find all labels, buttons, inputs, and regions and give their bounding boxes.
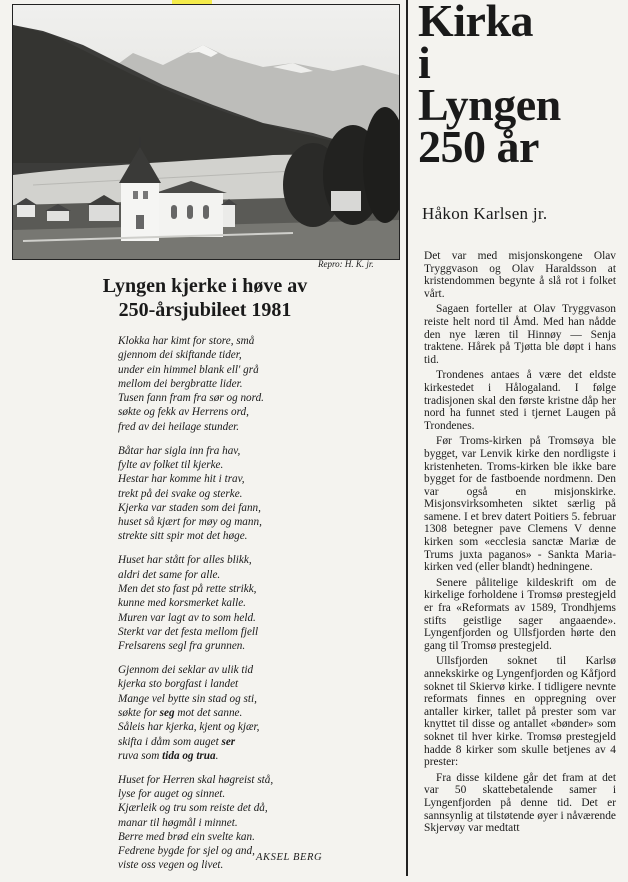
- poem-stanza: [118, 663, 398, 763]
- poem-line: [118, 735, 398, 749]
- poem-body: [118, 334, 398, 882]
- poem-line: Frelsarens segl fra grunnen.: [118, 640, 246, 653]
- poem-emphasis: tida og trua: [162, 749, 216, 762]
- church-photo: [12, 4, 400, 260]
- poem-line: strekte sitt spir mot det høge.: [118, 530, 248, 543]
- poem-line: under ein himmel blank ell' grå: [118, 363, 259, 376]
- poem-line: Huset har stått for alles blikk,: [118, 554, 252, 567]
- poem-line: Hestar har komme hit i trav,: [118, 473, 245, 486]
- article-paragraph: Før Troms-kirken på Tromsøya ble bygget, var Lenvik kirke den nordligste i kristenheten. Troms-kirken ble ikke bare bygget for de fastboende nordmenn. Den var også en misjonskirke. Misjonsvirksomheten siktet særlig på samene. I et brev datert Poitiers 5. februar 1308 betegner pave Clemens V denne kirken som «ecclesia sanctæ Mariæ de Trums juxta paganos» - Sankta Maria-kirken ved (eller blandt) hedningene.: [424, 435, 616, 574]
- poem-line: lyse for auget og sinnet.: [118, 787, 226, 800]
- headline-line-3: Lyngen: [418, 79, 561, 130]
- poem-line: Huset for Herren skal høgreist stå,: [118, 773, 274, 786]
- poem-line: trekt på dei svake og sterke.: [118, 487, 243, 500]
- church-landscape-image: [13, 5, 399, 259]
- poem-line: Sterkt var det festa mellom fjell: [118, 625, 259, 638]
- poem-line: søkte og fekk av Herrens ord,: [118, 406, 249, 419]
- poem-line: Såleis har kjerka, kjent og kjær,: [118, 721, 260, 734]
- article-byline: Håkon Karlsen jr.: [422, 204, 548, 223]
- poem-line: Tusen fann fram fra sør og nord.: [118, 392, 264, 405]
- poem-line: Kjerka var staden som dei fann,: [118, 501, 261, 514]
- poem-title: [20, 274, 390, 322]
- poem-line: huset så kjært for møy og mann,: [118, 516, 262, 529]
- poem-text: ruva som: [118, 749, 163, 762]
- poem-stanza: [118, 444, 398, 544]
- poem-line: Muren var lagt av to som held.: [118, 611, 256, 624]
- poem-title-line-2: 250-årsjubileet 1981: [118, 299, 292, 321]
- headline-line-2: i: [418, 37, 431, 88]
- article-paragraph: Det var med misjonskongene Olav Tryggvason og Olav Haraldsson at kristendommen begynte å slå rot i folket vårt.: [424, 250, 616, 300]
- poem-line: kjerka sto borgfast i landet: [118, 678, 239, 691]
- poem-line: kunne med korsmerket kalle.: [118, 597, 246, 610]
- poem-line: mellom dei bergbratte lider.: [118, 377, 243, 390]
- poem-stanza: [118, 553, 398, 653]
- poem-line: fylte av folket til kjerke.: [118, 458, 224, 471]
- article-paragraph: Senere pålitelige kildeskrift om de kirkelige forholdene i Tromsø prestegjeld er fra «Reformats av 1589, Trondhjems stifts geistlige sager angaaende». Lyngenfjorden og Ullsfjorden hørte den gang til Tromsø prestegjeld.: [424, 576, 616, 652]
- poem-line: fred av dei heilage stunder.: [118, 420, 240, 433]
- poem-line: Båtar har sigla inn fra hav,: [118, 444, 241, 457]
- photo-credit: Repro: H. K. jr.: [318, 259, 374, 269]
- article-paragraph: Sagaen forteller at Olav Tryggvason reiste helt nord til Åmd. Med han nådde den nye læren til Hinnøy — Senja traktene. Hårek på Tjøtta ble døpt i hans tid.: [424, 303, 616, 366]
- headline-line-4: 250 år: [418, 121, 539, 172]
- poem-author: AKSEL BERG: [256, 852, 323, 863]
- poem-line: Mange vel bytte sin stad og sti,: [118, 692, 257, 705]
- poem-text: skifta i dåm som auget: [118, 735, 222, 748]
- poem-text: .: [215, 749, 219, 762]
- poem-line: Klokka har kimt for store, små: [118, 335, 255, 347]
- poem-line: viste oss vegen og livet.: [118, 859, 224, 872]
- poem-title-line-1: Lyngen kjerke i høve av: [102, 275, 308, 297]
- column-divider: [406, 0, 408, 876]
- poem-line: Berre med brød ein svelte kan.: [118, 830, 255, 843]
- article-paragraph: Fra disse kildene går det fram at det var 50 skattebetalende samer i Lyngenfjorden på denne tid. Det er sannsynlig at tilstøtende øyer i nåværende Skjervøy var medtatt: [424, 771, 616, 835]
- poem-text: mot det sanne.: [174, 706, 243, 719]
- article-headline: [418, 0, 624, 172]
- article-paragraph: Ullsfjorden soknet til Karlsø annekskirke og Lyngenfjorden og Kåfjord soknet til Skiervø kirke. I tidligere nevnte reformats finnes en oppregning over antaller kirker, tallet på prester som var knyttet til disse og antallet «bønder» som soknet til hver kirke. Tromsø prestegjeld hadde 8 kirker som skulle betjenes av 4 prester:: [424, 655, 616, 769]
- poem-emphasis: ser: [221, 735, 236, 748]
- poem-line: [118, 749, 398, 763]
- poem-emphasis: seg: [159, 706, 175, 719]
- poem-line: Kjærleik og tru som reiste det då,: [118, 802, 268, 815]
- poem-line: Fedrene bygde for sjel og and,: [118, 845, 255, 858]
- poem-line: aldri det same for alle.: [118, 568, 221, 581]
- poem-line: gjennom dei skiftande tider,: [118, 349, 242, 362]
- poem-line: [118, 706, 398, 720]
- poem-line: Gjennom dei seklar av ulik tid: [118, 664, 254, 677]
- article-body: [424, 250, 616, 838]
- poem-line: Men det sto fast på rette strikk,: [118, 582, 257, 595]
- poem-text: søkte for: [118, 706, 160, 719]
- poem-stanza: [118, 334, 398, 434]
- poem-line: manar til høgmål i minnet.: [118, 816, 238, 829]
- article-paragraph: Trondenes antaes å være det eldste kirkestedet i Hålogaland. I følge tradisjonen skal den første kristne dåp her nord ha funnet sted i tjernet Laugen på Trondenes.: [424, 369, 616, 432]
- headline-line-1: Kirka: [418, 0, 534, 46]
